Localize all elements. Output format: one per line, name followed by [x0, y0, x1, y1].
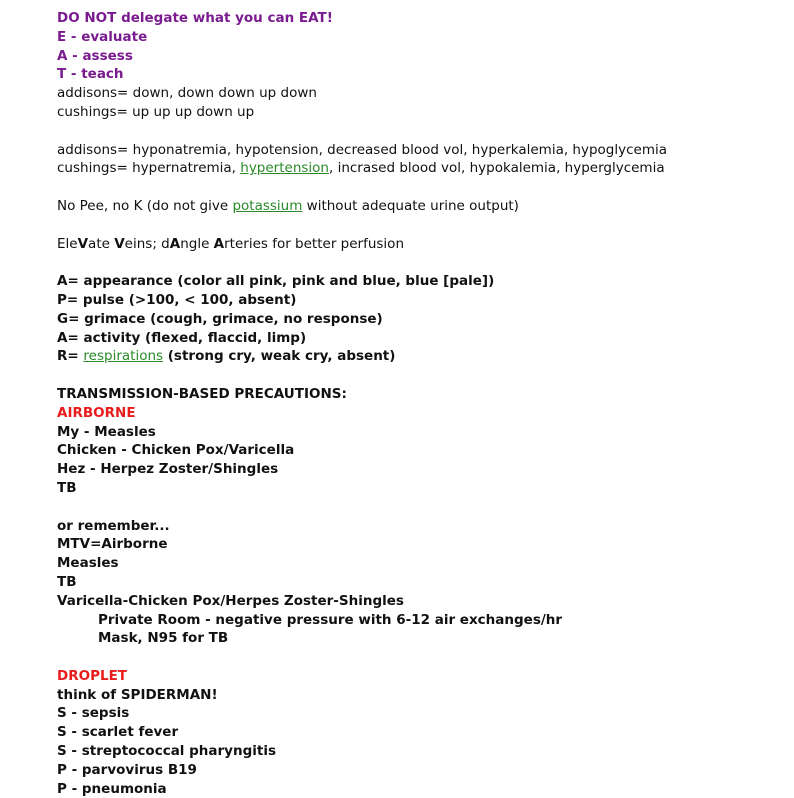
eat-evaluate: E - evaluate [57, 28, 148, 45]
apgar-pulse: P= pulse (>100, < 100, absent) [57, 291, 297, 308]
no-pee-end: without adequate urine output) [302, 197, 519, 214]
remember-label: or remember... [57, 517, 170, 534]
airborne-heading: AIRBORNE [57, 404, 136, 421]
cushings-electrolytes-end: , incrased blood vol, hypokalemia, hyperglycemia [329, 160, 665, 177]
veins-emphasis-v1: V [77, 235, 89, 252]
apgar-r-detail: (strong cry, weak cry, absent) [163, 348, 396, 365]
cushings-electrolytes-start: cushings= hypernatremia, [57, 160, 241, 177]
veins-emphasis-a1: A [169, 235, 181, 252]
apgar-activity: A= activity (flexed, flaccid, limp) [57, 329, 307, 346]
spacer [57, 178, 784, 197]
spacer [57, 253, 784, 272]
veins-arteries-line [57, 235, 784, 254]
eat-assess: A - assess [57, 47, 133, 64]
veins-emphasis-v2: V [114, 235, 125, 252]
veins-text-5: rteries for better perfusion [224, 235, 405, 252]
spacer [57, 122, 784, 141]
airborne-item: TB [57, 479, 77, 496]
veins-text-4: ngle [180, 235, 214, 252]
spacer [57, 216, 784, 235]
spiderman-mnemonic: think of SPIDERMAN! [57, 686, 218, 703]
veins-emphasis-a2: A [213, 235, 225, 252]
droplet-item: P - pneumonia [57, 780, 167, 797]
respirations-link[interactable]: respirations [83, 348, 164, 365]
airborne-item: Hez - Herpez Zoster/Shingles [57, 461, 279, 478]
precautions-title: TRANSMISSION-BASED PRECAUTIONS: [57, 385, 347, 402]
mask-note: Mask, N95 for TB [98, 630, 229, 647]
cushings-arrows: cushings= up up up down up [57, 103, 255, 120]
droplet-item: P - parvovirus B19 [57, 761, 197, 778]
droplet-heading: DROPLET [57, 667, 128, 684]
mtv-varicella: Varicella-Chicken Pox/Herpes Zoster-Shingles [57, 592, 404, 609]
spacer [57, 498, 784, 517]
hypertension-link[interactable]: hypertension [240, 160, 329, 177]
veins-text-2: ate [88, 235, 115, 252]
airborne-item: My - Measles [57, 423, 156, 440]
spacer [57, 366, 784, 385]
cushings-electrolytes [57, 159, 784, 178]
droplet-item: S - sepsis [57, 705, 130, 722]
veins-text-1: Ele [57, 235, 78, 252]
mtv-airborne: MTV=Airborne [57, 536, 168, 553]
document-page [57, 9, 784, 798]
no-pee-line [57, 197, 784, 216]
droplet-item: S - streptococcal pharyngitis [57, 743, 276, 760]
airborne-item: Chicken - Chicken Pox/Varicella [57, 442, 295, 459]
eat-title: DO NOT delegate what you can EAT! [57, 10, 333, 26]
eat-teach: T - teach [57, 66, 124, 83]
droplet-item: S - scarlet fever [57, 724, 179, 741]
mtv-tb: TB [57, 573, 77, 590]
apgar-r-label: R= [57, 348, 84, 365]
potassium-link[interactable]: potassium [232, 197, 303, 214]
apgar-appearance: A= appearance (color all pink, pink and blue, blue [pale]) [57, 273, 495, 290]
spacer [57, 648, 784, 667]
addisons-arrows: addisons= down, down down up down [57, 85, 317, 102]
veins-text-3: eins; d [124, 235, 170, 252]
private-room-note: Private Room - negative pressure with 6-12 air exchanges/hr [98, 611, 563, 628]
mtv-measles: Measles [57, 555, 119, 572]
addisons-electrolytes: addisons= hyponatremia, hypotension, decreased blood vol, hyperkalemia, hypoglycemia [57, 141, 668, 158]
apgar-grimace: G= grimace (cough, grimace, no response) [57, 310, 383, 327]
apgar-respirations [57, 347, 784, 366]
no-pee-start: No Pee, no K (do not give [57, 197, 233, 214]
